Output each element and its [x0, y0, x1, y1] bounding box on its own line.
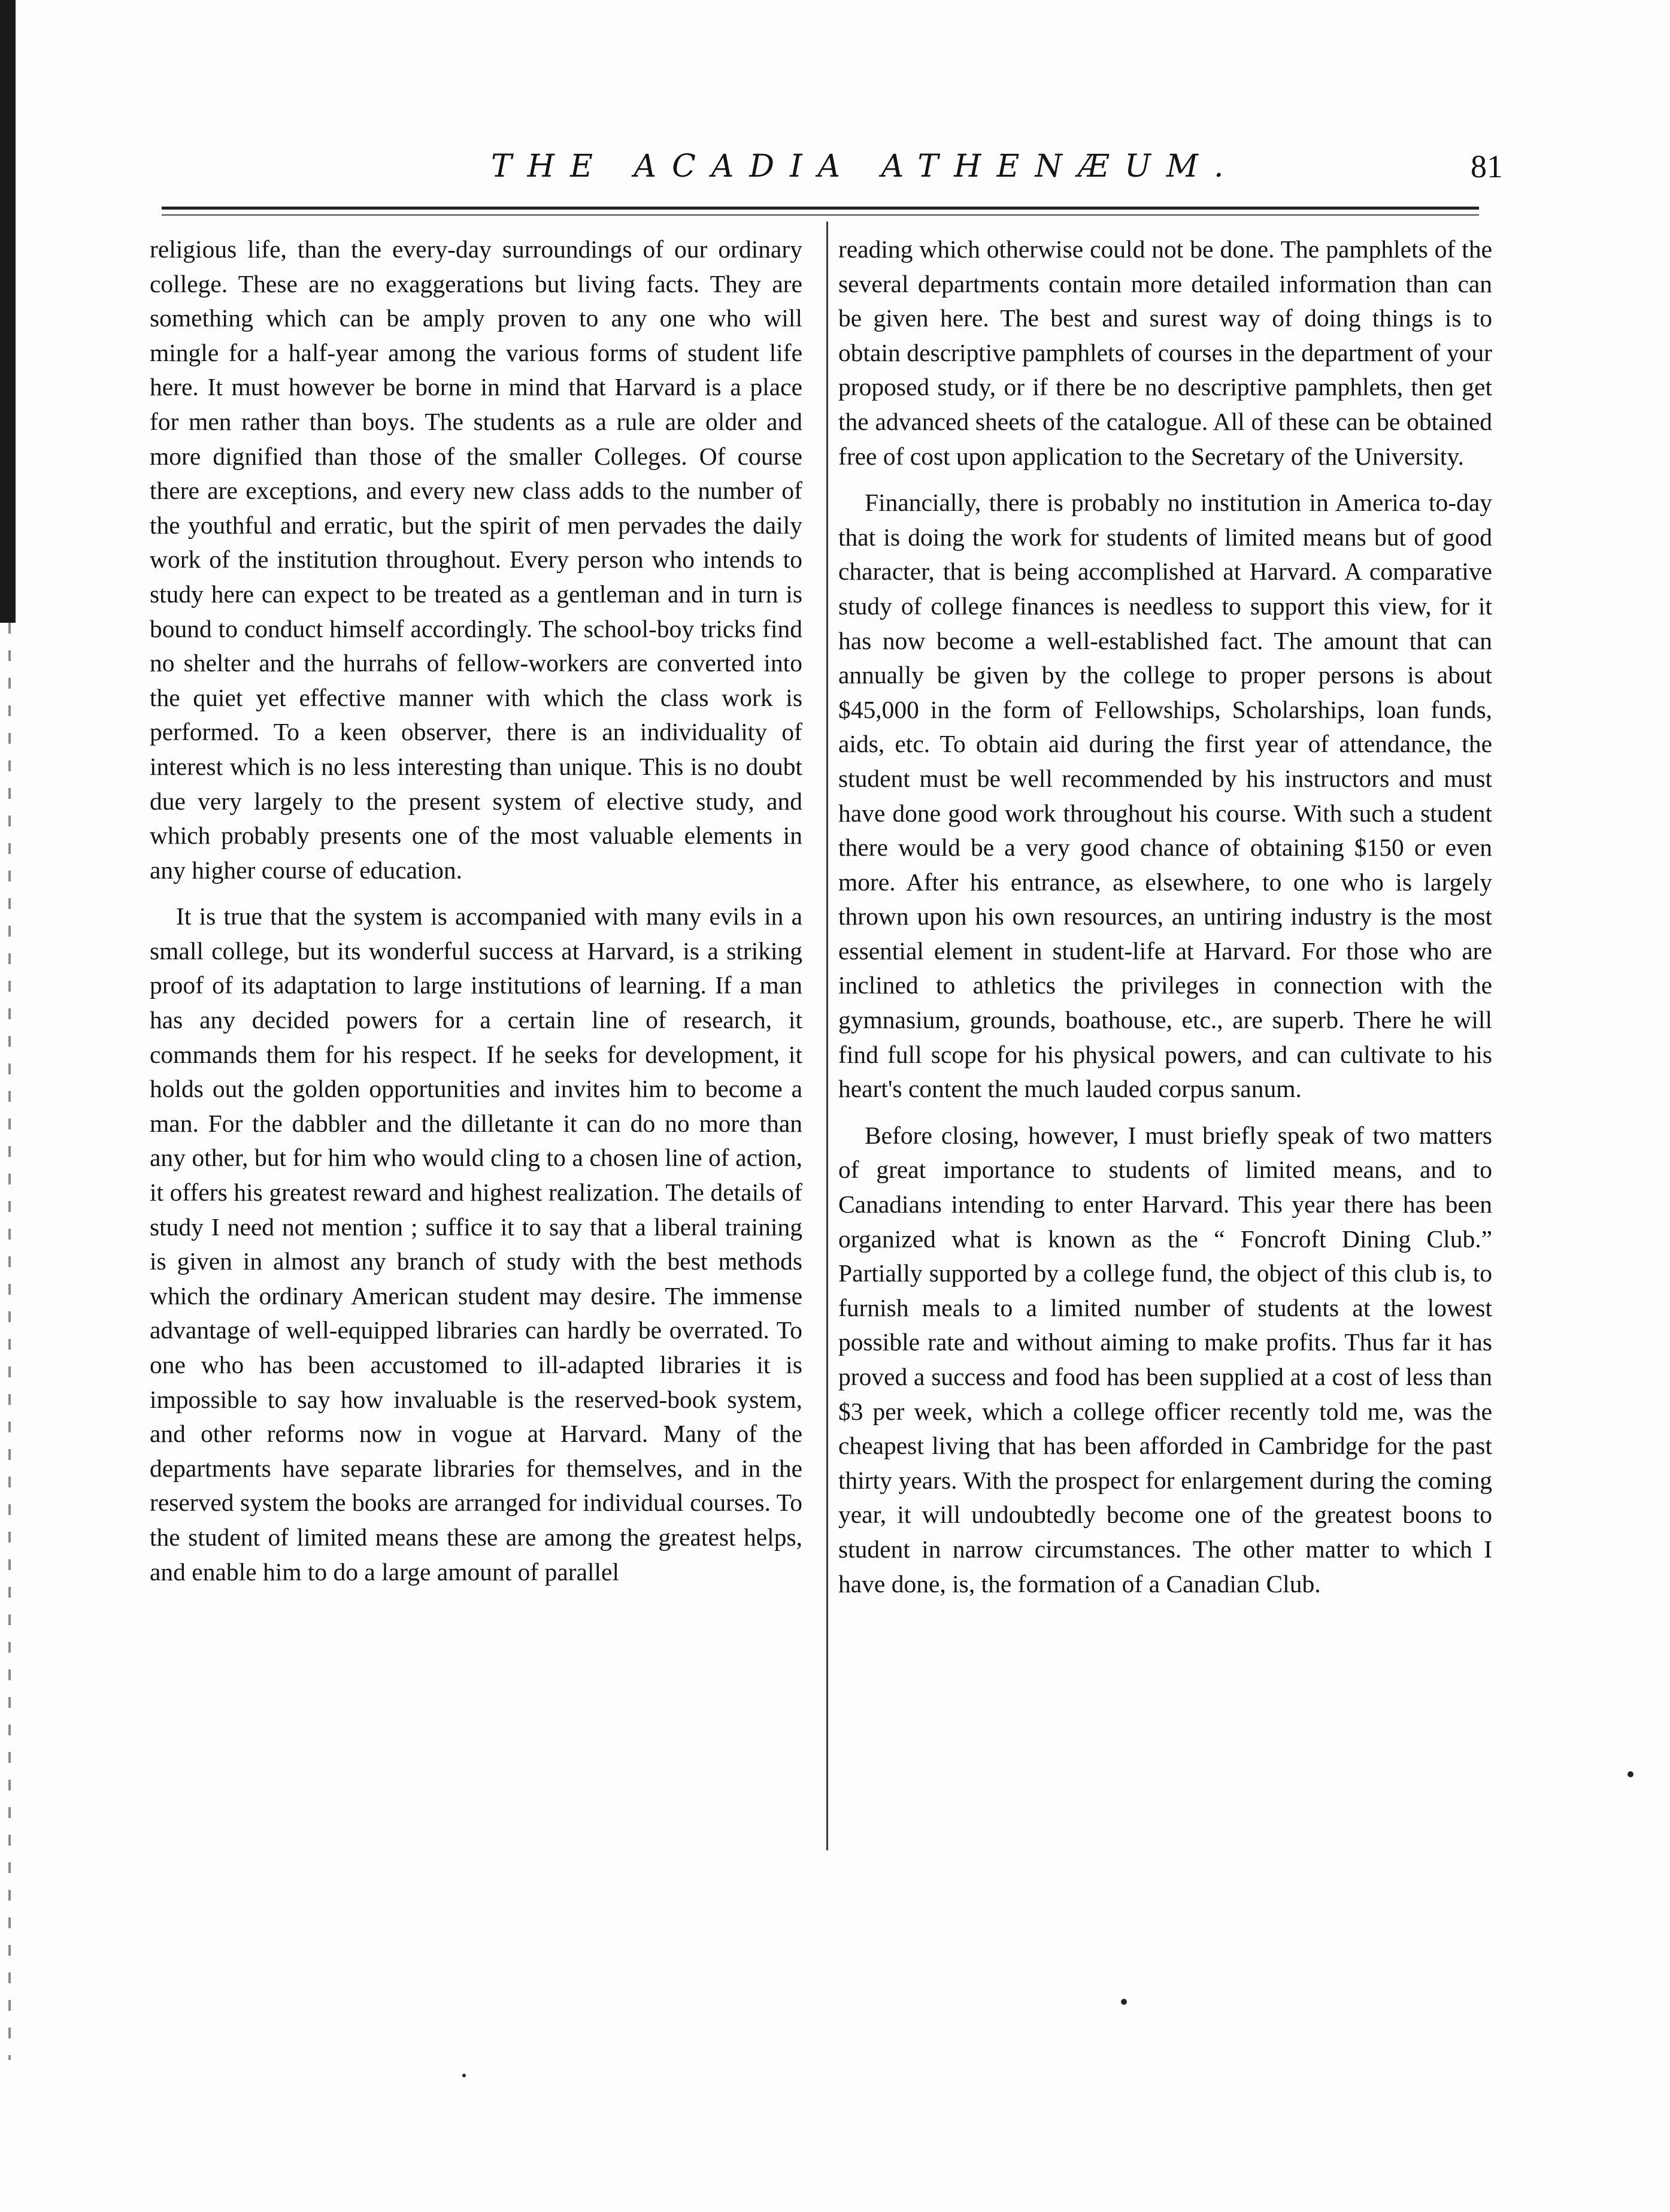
left-column — [150, 232, 802, 1601]
ink-speck — [462, 2074, 466, 2077]
running-title: THE ACADIA ATHENÆUM. — [491, 149, 1239, 184]
running-head — [156, 143, 1503, 196]
ink-speck — [1121, 1999, 1127, 2005]
binding-edge-trace — [8, 623, 11, 2060]
right-column — [838, 232, 1492, 1613]
column-divider — [826, 222, 828, 1850]
paragraph: Before closing, however, I must briefly speak of two matters of great importance to students of limited means, and to Canadians intending to enter Harvard. This year there has been organized what is known as the “ Foncroft Dining Club.” Partially supported by a college fund, the object of this club is, to furnish meals to a limited number of students at the lowest possible rate and without aiming to make profits. Thus far it has proved a success and food has been supplied at a cost of less than $3 per week, which a college officer recently told me, was the cheapest living that has been afforded in Cambridge for the past thirty years. With the prospect for enlargement during the coming year, it will undoubtedly become one of the greatest boons to student in narrow circumstances. The other matter to which I have done, is, the formation of a Canadian Club. — [838, 1121, 1492, 1598]
header-rule — [162, 207, 1479, 210]
header-rule-thin — [162, 214, 1479, 216]
paragraph: religious life, than the every-day surroundings of our ordinary college. These are no exaggerations but living facts. They are something which can be amply proven to any one who will mingle for a half-year among the various forms of student life here. It must however be borne in mind that Harvard is a place for men rather than boys. The students as a rule are older and more dignified than those of the smaller Colleges. Of course there are exceptions, and every new class adds to the number of the youthful and erratic, but the spirit of men pervades the daily work of the institution throughout. Every person who intends to study here can expect to be treated as a gentleman and in turn is bound to conduct himself accordingly. The school-boy tricks find no shelter and the hurrahs of fellow-workers are converted into the quiet yet effective manner with which the class work is performed. To a keen observer, there is an individuality of interest which is no less interesting than unique. This is no doubt due very largely to the present system of elective study, and which probably presents one of the most valuable elements in any higher course of education. — [150, 235, 802, 884]
page-number: 81 — [1471, 149, 1503, 184]
paragraph: It is true that the system is accompanied with many evils in a small college, but its wonderful success at Harvard, is a striking proof of its adaptation to large institutions of learning. If a man has any decided powers for a certain line of research, it commands them for his respect. If he seeks for development, it holds out the golden opportunities and invites him to become a man. For the dabbler and the dilletante it can do no more than any other, but for him who would cling to a chosen line of action, it offers his greatest reward and highest realization. The details of study I need not mention ; suffice it to say that a liberal training is given in almost any branch of study with the best methods which the ordinary American student may desire. The immense advantage of well-equipped libraries can hardly be overrated. To one who has been accustomed to ill-adapted libraries it is impossible to say how invaluable is the reserved-book system, and other reforms now in vogue at Harvard. Many of the departments have separate libraries for themselves, and in the reserved system the books are arranged for individual courses. To the student of limited means these are among the greatest helps, and enable him to do a large amount of parallel — [150, 902, 802, 1586]
binding-edge — [0, 0, 16, 623]
paragraph: Financially, there is probably no institution in America to-day that is doing the work for students of limited means but of good character, that is being accomplished at Harvard. A comparative study of college finances is needless to support this view, for it has now become a well-established fact. The amount that can annually be given by the college to proper persons is about $45,000 in the form of Fellowships, Scholarships, loan funds, aids, etc. To obtain aid during the first year of attendance, the student must be well recommended by his instructors and must have done good work throughout his course. With such a student there would be a very good chance of obtaining $150 or even more. After his entrance, as elsewhere, to one who is largely thrown upon his own resources, an untiring industry is the most essential element in student-life at Harvard. For those who are inclined to athletics the privileges in connection with the gymnasium, grounds, boathouse, etc., are superb. There he will find full scope for his physical powers, and can cultivate to his heart's content the much lauded corpus sanum. — [838, 489, 1492, 1103]
ink-speck — [1627, 1771, 1633, 1777]
paragraph: reading which otherwise could not be done. The pamphlets of the several departments contain more detailed information than can be given here. The best and surest way of doing things is to obtain descriptive pamphlets of courses in the department of your proposed study, or if there be no descriptive pamphlets, then get the advanced sheets of the catalogue. All of these can be obtained free of cost upon application to the Secretary of the University. — [838, 235, 1492, 470]
